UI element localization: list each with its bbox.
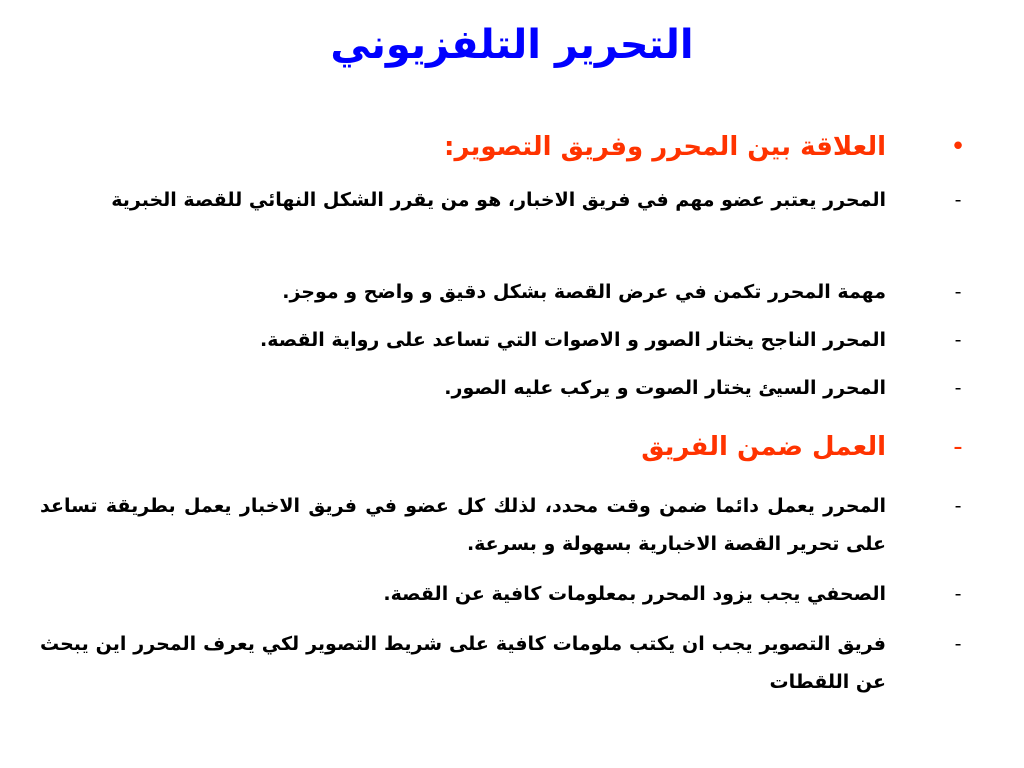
- list-item-text: مهمة المحرر تكمن في عرض القصة بشكل دقيق و واضح و موجز.: [282, 281, 886, 303]
- list-item: [40, 273, 970, 311]
- list-item-text: الصحفي يجب يزود المحرر بمعلومات كافية عن القصة.: [383, 583, 886, 605]
- list-item-text: المحرر يعمل دائما ضمن وقت محدد، لذلك كل عضو في فريق الاخبار يعمل بطريقة تساعد على تحرير القصة الاخبارية بسهولة و بسرعة.: [40, 495, 886, 555]
- list-item-text: المحرر السيئ يختار الصوت و يركب عليه الصور.: [444, 377, 886, 399]
- dash-marker: -: [954, 189, 962, 211]
- list-item: [40, 487, 970, 563]
- list-item-text: المحرر يعتبر عضو مهم في فريق الاخبار، هو من يقرر الشكل النهائي للقصة الخبرية: [111, 189, 886, 211]
- dash-marker: -: [954, 377, 962, 399]
- section-heading-text: العلاقة بين المحرر وفريق التصوير:: [444, 132, 886, 162]
- list-item: [40, 181, 970, 219]
- list-item: [40, 625, 970, 701]
- list-item: [40, 321, 970, 359]
- dash-marker: -: [953, 432, 963, 462]
- list-item: [40, 575, 970, 613]
- list-item-text: المحرر الناجح يختار الصور و الاصوات التي تساعد على رواية القصة.: [260, 329, 886, 351]
- dash-marker: -: [954, 329, 962, 351]
- section-heading-text: العمل ضمن الفريق: [641, 432, 886, 462]
- dash-marker: -: [954, 281, 962, 303]
- list-item-text: فريق التصوير يجب ان يكتب ملومات كافية على شريط التصوير لكي يعرف المحرر اين يبحث عن اللقطات: [40, 633, 886, 693]
- dash-marker: -: [954, 583, 962, 605]
- section-heading-teamwork: [40, 427, 970, 467]
- slide-title: التحرير التلفزيوني: [330, 22, 694, 68]
- dash-marker: -: [954, 633, 962, 655]
- section-heading-relationship: [40, 127, 970, 167]
- bullet-marker: •: [950, 132, 966, 162]
- dash-marker: -: [954, 495, 962, 517]
- list-item: [40, 369, 970, 407]
